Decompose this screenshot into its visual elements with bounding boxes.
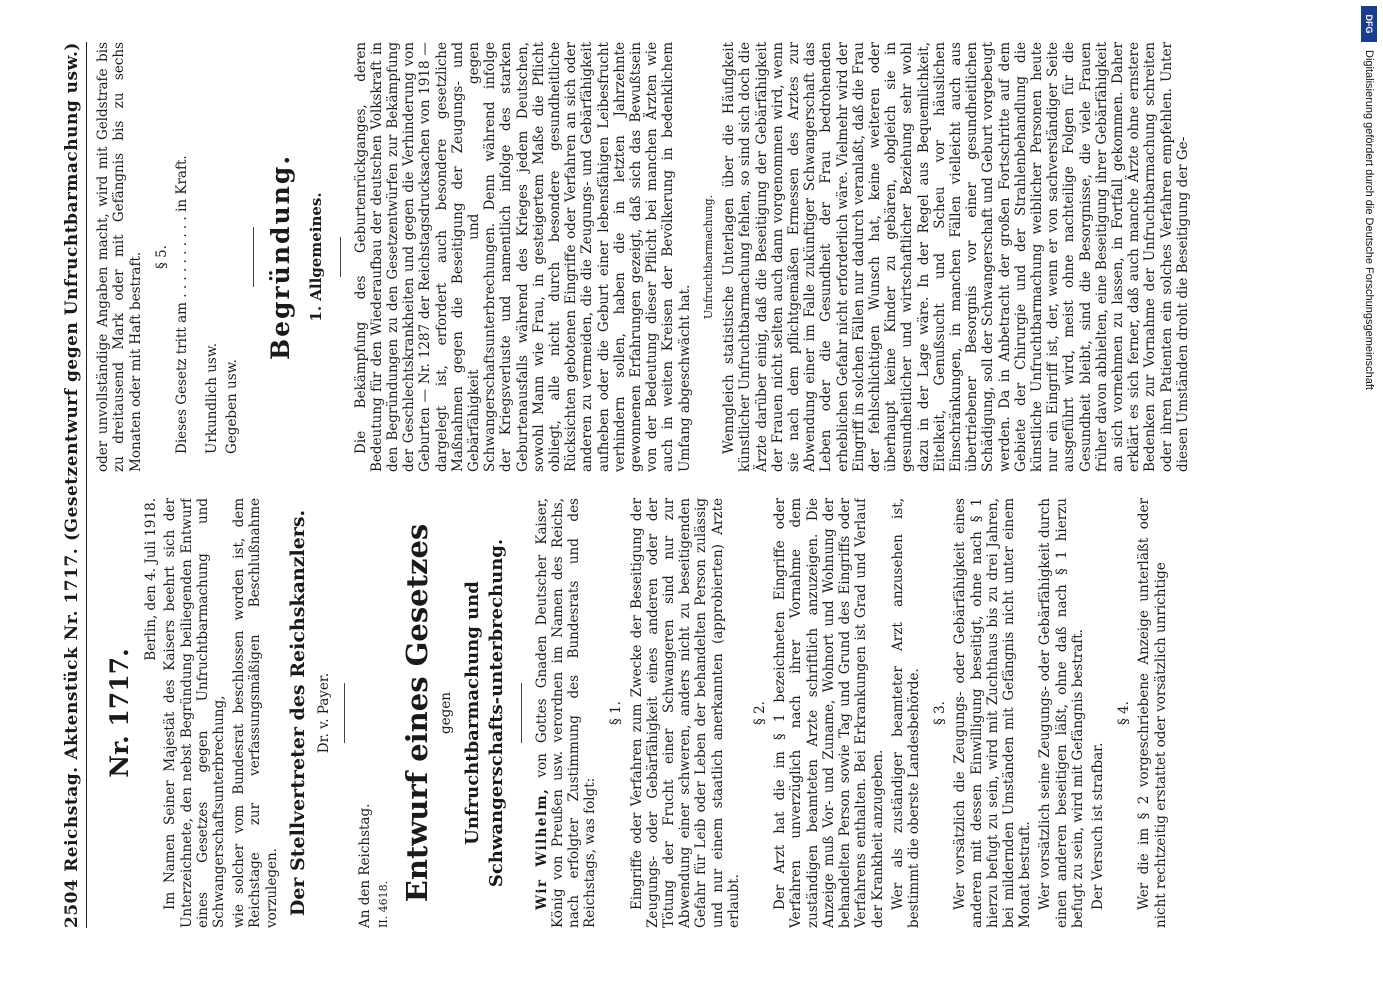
document-page	[52, 20, 1352, 950]
divider	[521, 683, 522, 743]
law-subject: Unfruchtbarmachung und Schwangerschafts-unterbrechung.	[461, 538, 507, 888]
dfg-credit-strip	[1361, 6, 1377, 1002]
section-text: Wer die im § 2 vorgeschriebene Anzeige unterläßt oder nicht rechtzeitig erstattet oder vorsätzlich unrichtige	[1136, 498, 1169, 928]
law-title-connector: gegen	[438, 692, 455, 734]
closing-line: Gegeben usw.	[224, 359, 241, 454]
section-text: Der Versuch ist strafbar.	[1089, 742, 1106, 910]
section-text: Eingriffe oder Verfahren zum Zwecke der Beseitigung der Zeugungs- oder Gebärfähigkeit eines anderen oder der Tötung der Frucht einer Schwangeren sind nur zur Abwendung einer schweren, anders nicht zu beseitigenden Gefahr für Leib oder Leben der behandelten Person zulässig und nur einem staatlich anerkannten (approbierten) Arzte erlaubt.	[628, 498, 742, 928]
dfg-logo: DFG	[1361, 6, 1377, 42]
section-heading: § 5.	[153, 245, 170, 269]
page-number: 2504	[62, 878, 82, 928]
section-heading: § 3.	[932, 701, 949, 725]
section-text: Wer als zuständiger beamteter Arzt anzusehen ist, bestimmt die oberste Landesbehörde.	[889, 498, 922, 928]
right-column	[95, 42, 1325, 472]
preamble-lead: Wir Wilhelm,	[533, 787, 550, 910]
addressee: An den Reichstag.	[357, 803, 374, 928]
divider	[253, 227, 254, 287]
section-heading: § 4.	[1116, 701, 1133, 725]
closing-line: Urkundlich usw.	[204, 342, 221, 454]
preamble-text: von Gottes Gnaden Deutscher Kaiser, König von Preußen usw. verordnen im Namen des Reichs, nach erfolgter Zustimmung des Bundesrats und des Reichstags, was folgt:	[533, 498, 599, 928]
side-label: Unfruchtbarmachung.	[701, 194, 715, 320]
header-right: (Gesetzentwurf gegen Unfruchtbarmachung usw.)	[62, 42, 82, 541]
signer-name: Dr. v. Payer.	[315, 672, 332, 754]
divider	[340, 237, 341, 277]
intro-text: Im Namen Seiner Majestät des Kaisers beehrt sich der Unterzeichnete, den nebst Begründung beiliegenden Entwurf eines Gesetzes gegen Unfruchtbarmachung und Schwangerschaftsunterbrechung,	[162, 498, 228, 928]
reference-number: II. 4618.	[377, 880, 391, 928]
section-heading: § 1.	[608, 701, 625, 725]
document-number: Nr. 1717.	[105, 648, 135, 778]
dfg-credit-text: Digitalisierung gefördert durch die Deutsche Forschungsgemeinschaft	[1363, 50, 1375, 390]
begruendung-heading: Begründung.	[265, 153, 295, 361]
page-header	[64, 42, 87, 928]
intro-text-2: wie solcher vom Bundesrat beschlossen worden ist, dem Reichstage zur verfassungsmäßigen Beschlußnahme vorzulegen.	[231, 498, 280, 928]
signer-title: Der Stellvertreter des Reichskanzlers.	[286, 509, 309, 917]
section-text: Dieses Gesetz tritt am . . . . . . . . . . in Kraft.	[174, 155, 191, 454]
section-text: Wer vorsätzlich seine Zeugungs- oder Gebärfähigkeit durch einen anderen beseitigen läßt, ohne daß nach § 1 hierzu befugt zu sein, wird mit Gefängnis bestraft.	[1037, 498, 1086, 928]
section-heading: § 2.	[752, 701, 769, 725]
continued-text: oder unvollständige Angaben macht, wird mit Geldstrafe bis zu dreitausend Mark oder mit Gefängnis bis zu sechs Monaten oder mit Haft bestraft.	[95, 42, 144, 472]
law-title: Entwurf eines Gesetzes	[400, 523, 435, 903]
body-paragraph: Wenngleich statistische Unterlagen über die Häufigkeit künstlicher Unfruchtbarmachung fehlen, so sind sich doch die Ärzte darüber einig, daß die Beseitigung der Gebärfähigkeit der Frauen nicht selten auch dann vorgenommen wird, wenn sie nach dem pflichtgemäßen Ermessen des Arztes zur Abwendung einer im Falle zukünftiger Schwangerschaft das Leben oder die Gesundheit der Frau bedrohenden erheblichen Gefahr nicht erforderlich wäre. Vielmehr wird der Eingriff in solchen Fällen nur dadurch veranlaßt, daß die Frau der fehlschlichtigen Wunsch hat, keine weiteren oder überhaupt keine Kinder zu gebären, obgleich sie in gesundheitlicher und wirtschaftlicher Beziehung sehr wohl dazu in der Lage wäre. In der Regel aus Bequemlichkeit, Eitelkeit, Genußsucht und Scheu vor häuslichen Einschränkungen, in manchen Fällen vielleicht auch aus übertriebener Besorgnis vor einer gesundheitlichen Schädigung, soll der Schwangerschaft und Geburt vorgebeugt werden. Da in Anbetracht der großen Fortschritte auf dem Gebiete der Chirurgie und der Strahlenbehandlung die künstliche Unfruchtbarmachung weiblicher Personen heute nur ein Eingriff ist, der, wenn er von sachverständiger Seite ausgeführt wird, meist ohne nachteilige Folgen für die Gesundheit bleibt, sind die Besorgnisse, die viele Frauen früher davon abhielten, eine Beseitigung ihrer Gebärfähigkeit an sich vornehmen zu lassen, in Fortfall gekommen. Daher erklärt es sich ferner, daß auch manche Ärzte ohne ernstere Bedenken zur Vornahme der Unfruchtbarmachung schreiten oder ihren Patienten ein solches Verfahren empfehlen. Unter diesen Umständen droht die Beseitigung der Ge-	[721, 42, 1191, 472]
divider	[344, 683, 345, 743]
section-text: Wer vorsätzlich die Zeugungs- oder Gebärfähigkeit eines anderen mit dessen Einwilligung beseitigt, ohne nach § 1 hierzu befugt zu sein, wird mit Zuchthaus bis zu drei Jahren, bei mildernden Umständen mit Gefängnis nicht unter einem Monat bestraft.	[952, 498, 1034, 928]
section-text: Der Arzt hat die im § 1 bezeichneten Eingriffe oder Verfahren unverzüglich nach ihrer Vornahme dem zuständigen beamteten Arzte schriftlich anzuzeigen. Die Anzeige muß Vor- und Zuname, Wohnort und Wohnung der behandelten Person sowie Tag und Grund des Eingriffs oder Verfahrens enthalten. Bei Erkrankungen ist Grad und Verlauf der Krankheit anzugeben.	[772, 498, 886, 928]
body-paragraph: Die Bekämpfung des Geburtenrückganges, deren Bedeutung für den Wiederaufbau der deutschen Volkskraft in den Begründungen zu den Gesetzentwürfen zur Bekämpfung der Geschlechtskrankheiten und gegen die Verhinderung von Geburten — Nr. 1287 der Reichstagsdrucksachen von 1918 — dargelegt ist, erfordert auch besondere gesetzliche Maßnahmen gegen die Beseitigung der Zeugungs- und Gebärfähigkeit und gegen Schwangerschaftsunterbrechungen. Denn während infolge der Kriegsverluste und namentlich infolge des starken Geburtenausfalls während des Krieges jedem Deutschen, sowohl Mann wie Frau, in gesteigertem Maße die Pflicht obliegt, alle nicht durch besondere gesundheitliche Rücksichten gebotenen Eingriffe oder Verfahren an sich oder anderen zu vermeiden, die die Zeugungs- und Gebärfähigkeit aufheben oder die Geburt einer lebensfähigen Leibesfrucht verhindern sollen, haben die in letzten Jahrzehnte gewonnenen Erfahrungen gezeigt, daß sich das Bewußtsein von der Bedeutung dieser Pflicht bei manchen Ärzten wie auch in weiten Kreisen der Bevölkerung in bedenklichem Umfang abgeschwächt hat.	[352, 42, 693, 472]
left-column	[95, 498, 1325, 928]
header-left: Reichstag.	[62, 766, 82, 872]
dateline: Berlin, den 4. Juli 1918.	[143, 498, 160, 661]
allgemeines-heading: 1. Allgemeines.	[306, 192, 325, 322]
header-center: Aktenstück Nr. 1717.	[62, 547, 82, 760]
